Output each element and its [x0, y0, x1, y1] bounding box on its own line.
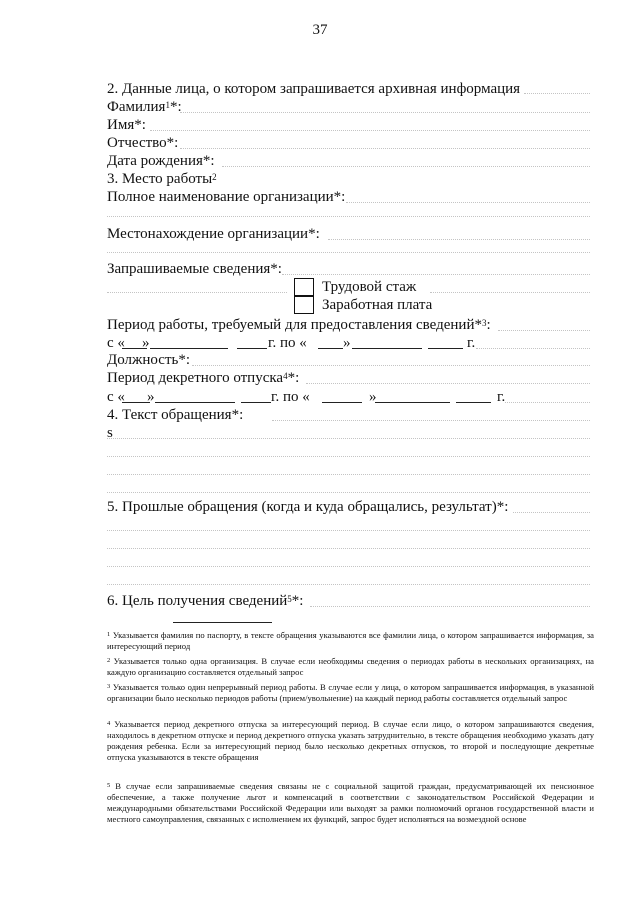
work-end-month-field[interactable] — [352, 348, 422, 349]
field-dots — [476, 348, 590, 349]
appeal-text-line — [107, 492, 590, 493]
maternity-end-year-field[interactable] — [456, 402, 491, 403]
footnote-ref-3: 3 — [482, 318, 487, 328]
field-dots — [524, 93, 590, 94]
org-name-label: Полное наименование организации*: — [107, 189, 346, 205]
section-5-heading: 5. Прошлые обращения (когда и куда обращались, результат)*: — [107, 499, 509, 515]
field-dots — [505, 402, 590, 403]
past-appeals-line[interactable] — [107, 548, 590, 549]
past-appeals-line[interactable] — [107, 584, 590, 585]
work-period-dates — [107, 334, 597, 352]
period-quote: » — [142, 335, 150, 351]
surname-field[interactable] — [180, 112, 590, 113]
field-dots — [430, 292, 590, 293]
work-end-year-field[interactable] — [428, 348, 463, 349]
maternity-start-year-field[interactable] — [241, 402, 271, 403]
field-dots — [107, 292, 287, 293]
field-dots — [282, 274, 590, 275]
maternity-start-day-field[interactable] — [122, 402, 150, 403]
footnote-5: $^5$ В случае если запрашиваемые сведения связаны не с социальной защитой граждан, предусматривающей их пенсионное обеспечение, а также получение льгот и компенсаций в соответствии с законодательством Российской Федерации и международными обязательствами Российской Федерации или выходят за рамки полномочий органов государственной власти и местного самоуправления, связанных с исполнением их функций, запрос будет исполняться на возмездной основе — [107, 781, 594, 824]
field-dots — [306, 383, 590, 384]
section-6-heading: 6. Цель получения сведений$^5$*: — [107, 593, 304, 609]
field-dots — [498, 330, 590, 331]
org-name-field-line-2[interactable] — [107, 216, 590, 217]
appeal-text-line — [107, 456, 590, 457]
period-quote: » — [369, 389, 377, 405]
name-field[interactable] — [150, 130, 590, 131]
work-end-day-field[interactable] — [318, 348, 343, 349]
page-number: 37 — [312, 22, 328, 38]
name-label: Имя*: — [107, 117, 146, 133]
footnote-2: $^2$ Указывается только одна организация. В случае если необходимы сведения о периодах работы в нескольких организациях, на каждую организацию составляется отдельный запрос — [107, 656, 594, 677]
patronymic-field[interactable] — [180, 148, 590, 149]
birthdate-field[interactable] — [222, 166, 590, 167]
appeal-text-line — [107, 474, 590, 475]
maternity-period-dates — [107, 388, 597, 406]
position-field[interactable] — [192, 365, 590, 366]
work-start-day-field[interactable] — [122, 348, 147, 349]
footnote-separator — [173, 622, 272, 623]
maternity-start-month-field[interactable] — [155, 402, 235, 403]
maternity-end-month-field[interactable] — [375, 402, 450, 403]
field-dots — [513, 512, 590, 513]
period-to-text: г. по « — [271, 389, 310, 405]
period-from-text: с « — [107, 389, 125, 405]
period-to-text: г. по « — [268, 335, 307, 351]
requested-info-label: Запрашиваемые сведения*: — [107, 261, 282, 277]
work-experience-checkbox[interactable] — [294, 278, 314, 296]
section-4-heading: 4. Текст обращения*: — [107, 407, 244, 423]
footnote-3: $^3$ Указывается только один непрерывный период работы. В случае если у лица, о котором запрашивается информация, в указанной организации было несколько периодов работы (прием/увольнение) на каждый период работы составляется отдельный запрос — [107, 682, 595, 703]
work-start-month-field[interactable] — [150, 348, 228, 349]
period-quote: » — [147, 389, 155, 405]
footnote-ref-1: 1 — [165, 100, 170, 110]
work-start-year-field[interactable] — [237, 348, 267, 349]
appeal-text-line — [107, 438, 590, 439]
section-3-heading: 3. Место работы$^2$ — [107, 171, 217, 187]
work-period-label: Период работы, требуемый для предоставления сведений*$^3$: — [107, 317, 491, 333]
past-appeals-line[interactable] — [107, 566, 590, 567]
surname-label: Фамилия$^1$*: — [107, 99, 182, 115]
period-year-text: г. — [467, 335, 476, 351]
footnote-1: $^1$ Указывается фамилия по паспорту, в тексте обращения указываются все фамилии лица, о котором запрашивается информация, за интересующий период — [107, 630, 594, 651]
org-name-field[interactable] — [346, 202, 590, 203]
salary-checkbox[interactable] — [294, 296, 314, 314]
salary-label: Заработная плата — [322, 297, 433, 313]
period-from-text: с « — [107, 335, 125, 351]
patronymic-label: Отчество*: — [107, 135, 179, 151]
org-location-label: Местонахождение организации*: — [107, 226, 320, 242]
birthdate-label: Дата рождения*: — [107, 153, 215, 169]
position-label: Должность*: — [107, 352, 191, 368]
period-quote: » — [343, 335, 351, 351]
org-location-field-line-2[interactable] — [107, 252, 590, 253]
footnote-ref-5: 5 — [287, 594, 292, 604]
work-experience-label: Трудовой стаж — [322, 279, 417, 295]
past-appeals-line[interactable] — [107, 530, 590, 531]
section-2-heading: 2. Данные лица, о котором запрашивается архивная информация — [107, 81, 521, 97]
footnote-ref-4: 4 — [283, 371, 288, 381]
period-year-text: г. — [497, 389, 506, 405]
org-location-field[interactable] — [328, 239, 590, 240]
maternity-end-day-field[interactable] — [322, 402, 362, 403]
appeal-text-input[interactable]: s — [107, 425, 113, 441]
maternity-label: Период декретного отпуска$^4$*: — [107, 370, 300, 386]
purpose-field[interactable] — [310, 606, 590, 607]
field-dots — [272, 420, 590, 421]
footnote-ref-2: 2 — [212, 172, 217, 182]
footnote-4: $^4$ Указывается период декретного отпуска за интересующий период. В случае если лицо, о котором запрашиваются сведения, находилось в декретном отпуске и период декретного отпуска указать затруднительно, в тексте обращения необходимо указать дату рождения ребенка. Если за интересующий период было несколько декретных отпусков, то второй и последующие декретные отпуска указываются в тексте обращения — [107, 719, 595, 762]
